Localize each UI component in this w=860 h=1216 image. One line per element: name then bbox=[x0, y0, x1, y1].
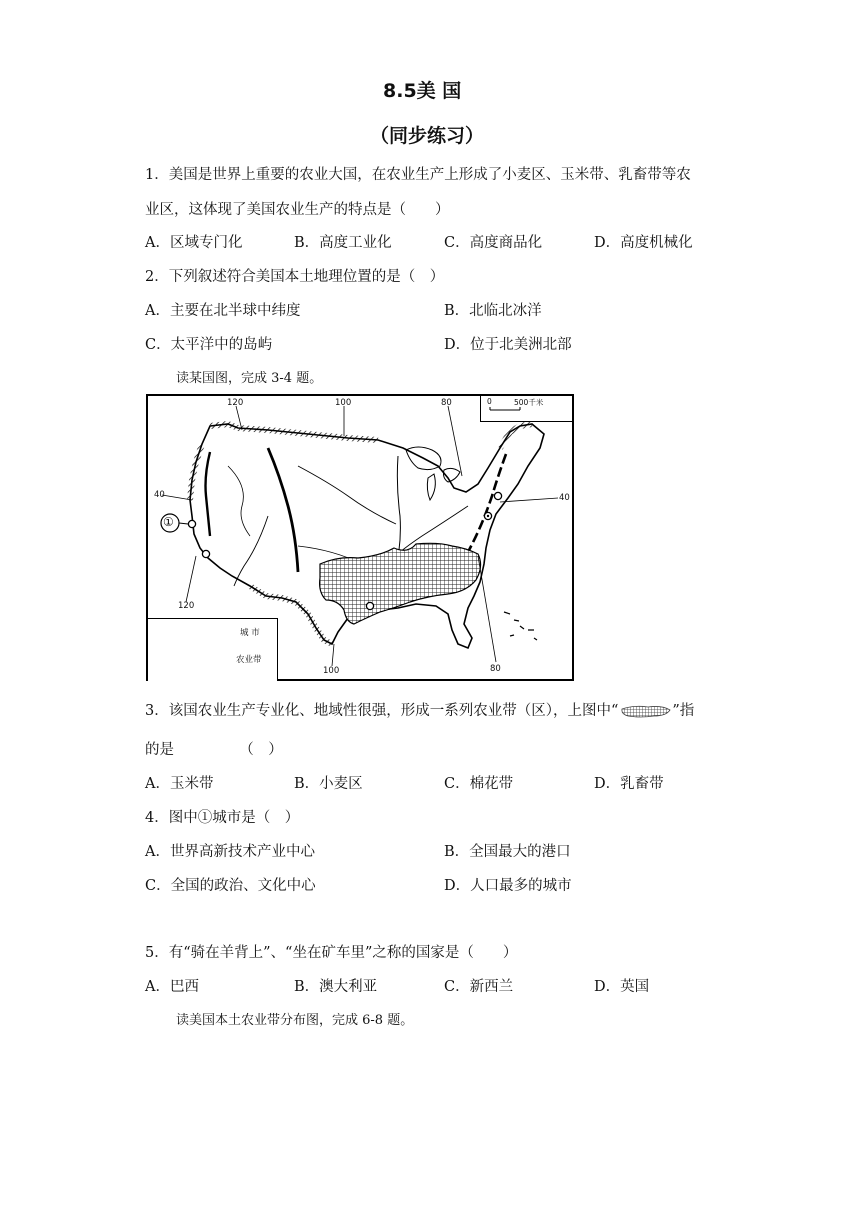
q2-option-a[interactable]: A．主要在北半球中纬度 bbox=[145, 303, 301, 319]
coast-hatch-east bbox=[500, 424, 532, 448]
label-lat40-right: 40 bbox=[559, 493, 570, 503]
q2-option-d[interactable]: D．位于北美洲北部 bbox=[444, 337, 572, 353]
usa-map-figure bbox=[146, 394, 574, 681]
city-marker-houston bbox=[366, 602, 373, 609]
coast-hatch-west bbox=[190, 444, 202, 500]
label-lon80-bottom: 80 bbox=[490, 664, 501, 674]
q4-option-b[interactable]: B．全国最大的港口 bbox=[444, 844, 571, 860]
q5-option-c[interactable]: C．新西兰 bbox=[444, 979, 514, 995]
q5-option-a[interactable]: A．巴西 bbox=[145, 979, 199, 995]
legend-city-label: 城 市 bbox=[240, 628, 260, 638]
label-scale-value: 500千米 bbox=[514, 398, 544, 407]
city-marker-newyork bbox=[494, 492, 501, 499]
label-lon100-top: 100 bbox=[335, 398, 352, 408]
label-lat40-left: 40 bbox=[154, 490, 165, 500]
great-lakes bbox=[406, 447, 460, 500]
coast-hatch-north bbox=[210, 424, 378, 440]
q2-stem: 2．下列叙述符合美国本土地理位置的是（ ） bbox=[145, 269, 445, 285]
q3-option-c[interactable]: C．棉花带 bbox=[444, 776, 514, 792]
river-missouri bbox=[298, 466, 396, 524]
q5-option-d[interactable]: D．英国 bbox=[594, 979, 650, 995]
q3-option-d[interactable]: D．乳畜带 bbox=[594, 776, 664, 792]
q3-inline-belt-symbol bbox=[618, 703, 672, 719]
label-lon80-top: 80 bbox=[441, 398, 452, 408]
label-lon120-bottom: 120 bbox=[178, 601, 195, 611]
sierra-line bbox=[206, 452, 211, 536]
q3-option-a[interactable]: A．玉米带 bbox=[145, 776, 214, 792]
cotton-belt-area bbox=[320, 543, 481, 624]
q3-stem-line2: 的是 （ ） bbox=[145, 742, 283, 758]
q1-stem-line2: 业区，这体现了美国农业生产的特点是（ ） bbox=[145, 202, 450, 218]
legend-belt-label: 农业带 bbox=[236, 655, 262, 665]
q4-option-d[interactable]: D．人口最多的城市 bbox=[444, 878, 572, 894]
q4-stem: 4．图中①城市是（ ） bbox=[145, 810, 300, 826]
intro-q6-8: 读美国本土农业带分布图，完成 6-8 题。 bbox=[176, 1013, 414, 1028]
label-lon100-bottom: 100 bbox=[323, 666, 340, 676]
q3-stem-post: ”指 bbox=[672, 703, 695, 719]
q1-option-b[interactable]: B．高度工业化 bbox=[294, 235, 392, 251]
q2-option-c[interactable]: C．太平洋中的岛屿 bbox=[145, 337, 273, 353]
label-circled-one: ① bbox=[163, 515, 174, 529]
q4-option-c[interactable]: C．全国的政治、文化中心 bbox=[145, 878, 316, 894]
label-scale-zero: 0 bbox=[487, 397, 492, 406]
page-subtitle: （同步练习） bbox=[370, 125, 485, 147]
q2-option-b[interactable]: B．北临北冰洋 bbox=[444, 303, 542, 319]
q1-option-c[interactable]: C．高度商品化 bbox=[444, 235, 543, 251]
q1-option-d[interactable]: D．高度机械化 bbox=[594, 235, 693, 251]
q5-stem: 5．有“骑在羊背上”、“坐在矿车里”之称的国家是（ ） bbox=[145, 945, 518, 961]
q4-option-a[interactable]: A．世界高新技术产业中心 bbox=[145, 844, 315, 860]
intro-q3-4: 读某国图，完成 3-4 题。 bbox=[176, 371, 323, 386]
caribbean-islands bbox=[504, 612, 537, 640]
rocky-line bbox=[268, 448, 298, 572]
q1-option-a[interactable]: A．区域专门化 bbox=[145, 235, 243, 251]
page-title: 8.5美 国 bbox=[383, 80, 462, 102]
q1-stem-line1: 1．美国是世界上重要的农业大国，在农业生产上形成了小麦区、玉米带、乳畜带等农 bbox=[145, 167, 691, 183]
label-lon120-top: 120 bbox=[227, 398, 244, 408]
q3-stem-pre: 3．该国农业生产专业化、地域性很强，形成一系列农业带（区），上图中“ bbox=[145, 703, 619, 719]
city-marker-west2 bbox=[202, 550, 209, 557]
river-snake bbox=[228, 466, 250, 536]
q5-option-b[interactable]: B．澳大利亚 bbox=[294, 979, 378, 995]
q3-stem-line1 bbox=[145, 699, 694, 720]
q3-option-b[interactable]: B．小麦区 bbox=[294, 776, 363, 792]
river-colorado bbox=[234, 516, 268, 586]
city-marker-west1 bbox=[188, 520, 195, 527]
